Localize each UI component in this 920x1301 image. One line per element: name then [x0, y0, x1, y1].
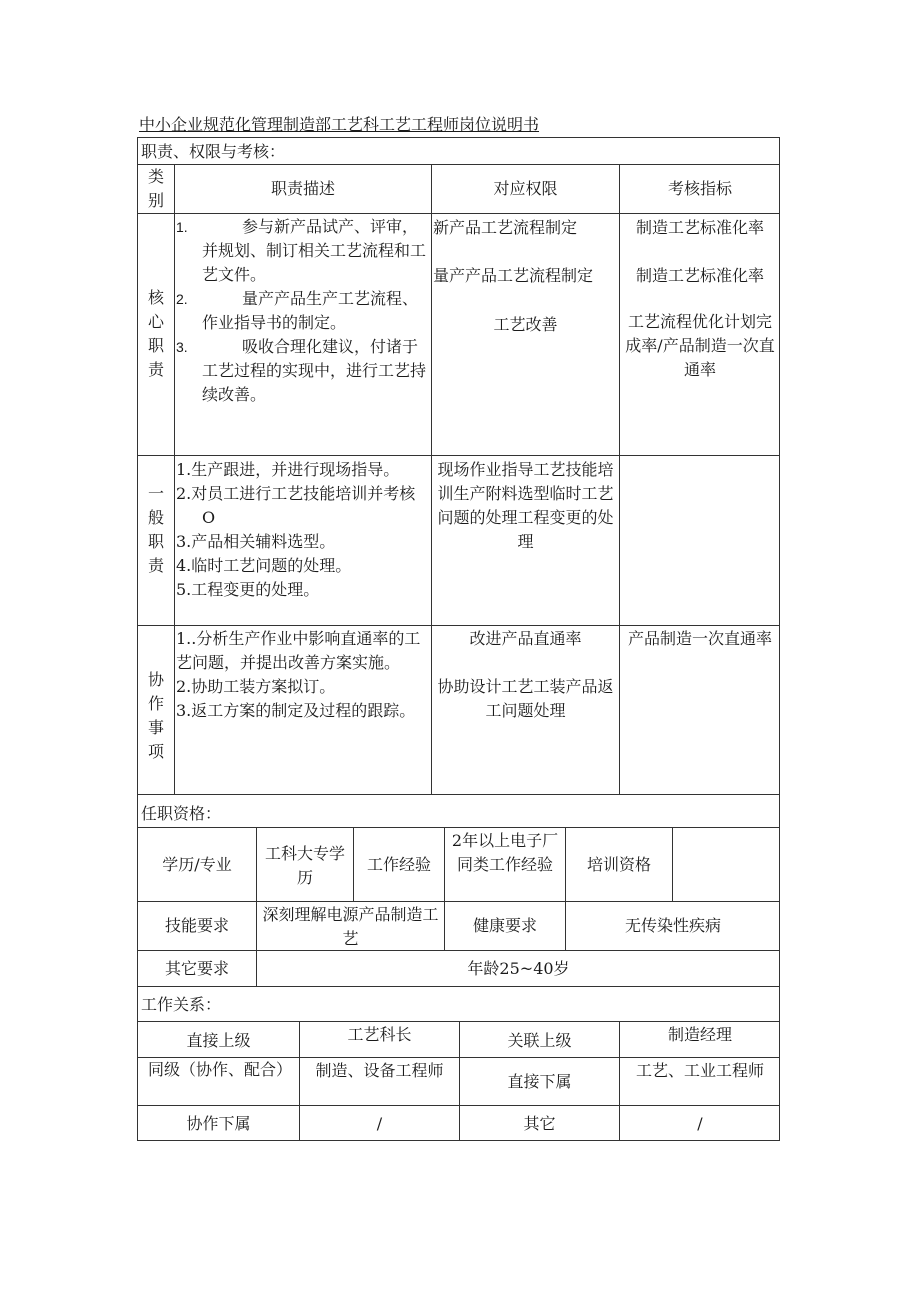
list-item	[176, 215, 426, 287]
list-item: 2.协助工装方案拟订。	[176, 677, 336, 696]
skill-value: 深刻理解电源产品制造工艺	[262, 905, 439, 948]
cooperation-description-list	[176, 627, 428, 723]
coop-subordinate-label: 协作下属	[186, 1114, 251, 1133]
peer-label: 同级（协作、配合）	[148, 1060, 293, 1079]
divider	[137, 164, 780, 165]
divider	[137, 625, 780, 626]
core-kpi-1: 制造工艺标准化率	[635, 218, 764, 237]
header-authority: 对应权限	[493, 179, 558, 198]
core-authority-2: 量产产品工艺流程制定	[433, 266, 594, 285]
core-kpi-2: 制造工艺标准化率	[635, 266, 764, 285]
header-kpi: 考核指标	[667, 179, 732, 198]
general-authority: 现场作业指导工艺技能培训生产附料选型临时工艺问题的处理工程变更的处理	[437, 460, 614, 551]
core-authority-3: 工艺改善	[493, 315, 558, 334]
section-label-qualifications: 任职资格：	[141, 804, 222, 823]
list-number: 2.	[176, 291, 188, 307]
experience-label: 工作经验	[366, 855, 431, 874]
health-label: 健康要求	[472, 916, 537, 935]
peer-value: 制造、设备工程师	[315, 1061, 444, 1080]
section-label-relations: 工作关系：	[141, 995, 222, 1014]
cooperation-kpi: 产品制造一次直通率	[627, 629, 772, 648]
list-number: 1.	[176, 219, 188, 235]
other-relation-label: 其它	[523, 1114, 556, 1133]
other-requirements-label: 其它要求	[164, 959, 229, 978]
divider	[137, 986, 780, 987]
other-requirements-value: 年龄25~40岁	[467, 959, 570, 978]
core-kpi-3: 工艺流程优化计划完成率/产品制造一次直通率	[625, 312, 775, 379]
divider	[137, 794, 780, 795]
direct-subordinate-value: 工艺、工业工程师	[635, 1061, 764, 1080]
list-text: 量产产品生产工艺流程、作业指导书的制定。	[202, 289, 419, 332]
divider	[137, 950, 780, 951]
list-item: 4.临时工艺问题的处理。	[176, 556, 352, 575]
direct-subordinate-label: 直接下属	[507, 1072, 572, 1091]
related-superior-label: 关联上级	[507, 1031, 572, 1050]
list-item	[176, 335, 426, 407]
list-item: 5.工程变更的处理。	[176, 580, 320, 599]
list-text: 参与新产品试产、评审，并规划、制订相关工艺流程和工艺文件。	[202, 217, 427, 284]
divider	[619, 164, 620, 794]
divider	[137, 901, 780, 902]
divider	[672, 827, 673, 901]
experience-value: 2年以上电子厂同类工作经验	[451, 831, 559, 874]
divider	[137, 827, 780, 828]
document-title: 中小企业规范化管理制造部工艺科工艺工程师岗位说明书	[139, 115, 540, 134]
list-item: 2.对员工进行工艺技能培训并考核O	[176, 484, 416, 527]
health-value: 无传染性疾病	[624, 916, 721, 935]
list-number: 3.	[176, 339, 188, 355]
list-item: 3.产品相关辅料选型。	[176, 532, 336, 551]
other-relation-value: /	[697, 1114, 703, 1133]
cooperation-authority-2: 协助设计工艺工装产品返工问题处理	[437, 677, 614, 720]
header-description: 职责描述	[270, 179, 335, 198]
divider	[174, 164, 175, 794]
divider	[137, 455, 780, 456]
related-superior-value: 制造经理	[667, 1025, 732, 1044]
header-category: 类别	[147, 167, 164, 210]
general-description-list	[176, 458, 426, 624]
section-label-responsibilities: 职责、权限与考核：	[141, 142, 286, 161]
skill-label: 技能要求	[164, 916, 229, 935]
cooperation-authority-1: 改进产品直通率	[469, 629, 582, 648]
education-label: 学历/专业	[162, 855, 232, 874]
core-authority-1: 新产品工艺流程制定	[433, 218, 578, 237]
direct-superior-label: 直接上级	[186, 1031, 251, 1050]
list-item	[176, 287, 426, 335]
list-text: 吸收合理化建议，付诸于工艺过程的实现中，进行工艺持续改善。	[202, 337, 427, 404]
category-general: 一般职责	[148, 484, 165, 575]
core-description-list	[176, 215, 426, 407]
divider	[137, 213, 780, 214]
category-cooperation: 协作事项	[148, 670, 165, 761]
list-item: 1.生产跟进，并进行现场指导。	[176, 460, 400, 479]
training-label: 培训资格	[586, 855, 651, 874]
list-item: 1..分析生产作业中影响直通率的工艺问题，并提出改善方案实施。	[176, 629, 421, 672]
coop-subordinate-value: /	[376, 1114, 383, 1133]
list-item: 3.返工方案的制定及过程的跟踪。	[176, 701, 416, 720]
direct-superior-value: 工艺科长	[347, 1025, 412, 1044]
category-core: 核心职责	[148, 288, 165, 379]
education-value: 工科大专学历	[264, 844, 345, 887]
